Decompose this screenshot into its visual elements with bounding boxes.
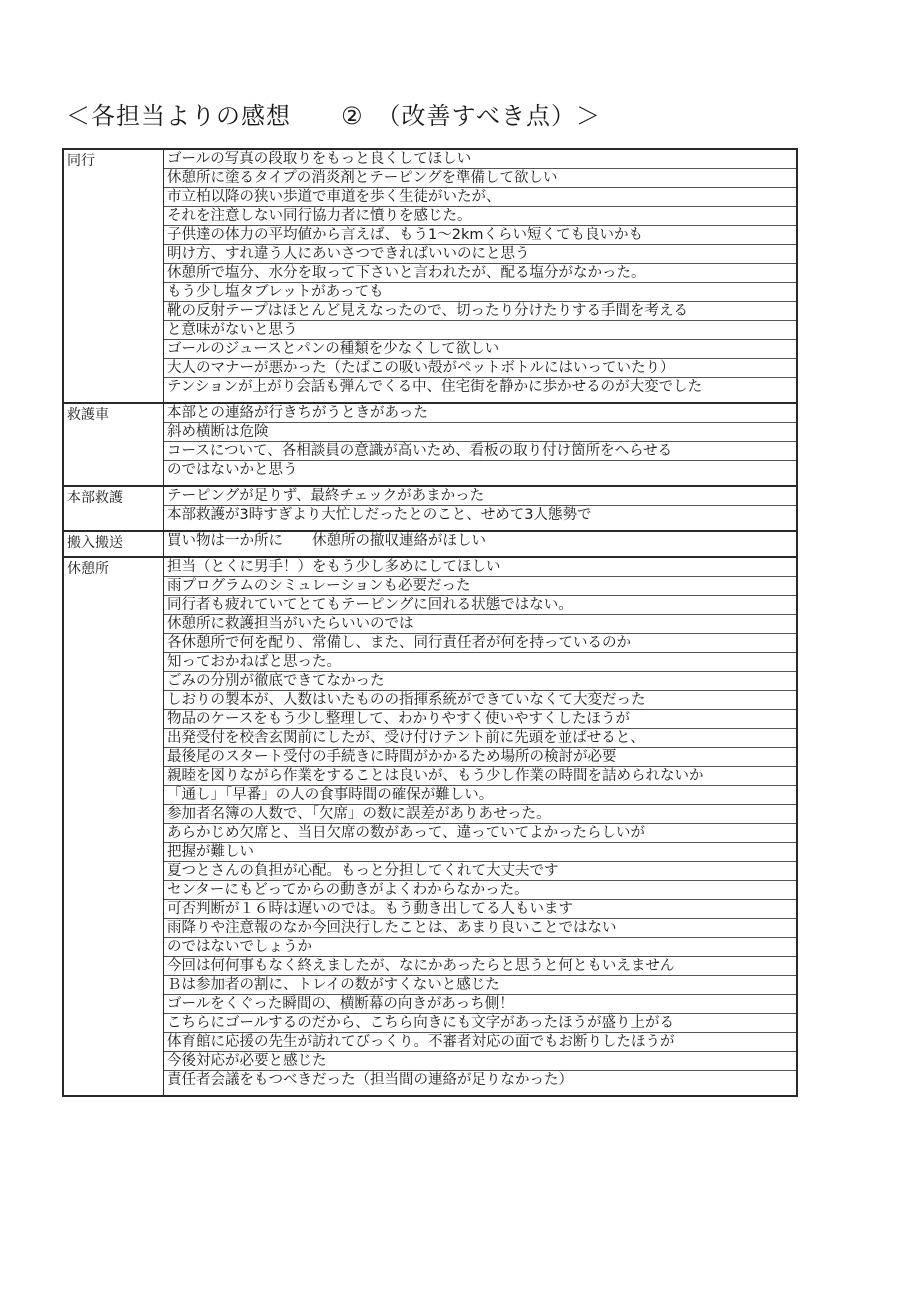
comment-line: ゴールの写真の段取りをもっと良くしてほしい <box>164 150 796 169</box>
comment-line: 責任者会議をもつべきだった（担当間の連絡が足りなかった） <box>167 1072 573 1088</box>
comment-line: 「通し」「早番」の人の食事時間の確保が難しい。 <box>164 786 796 805</box>
comment-line: もう少し塩タブレットがあっても <box>164 283 796 302</box>
section-category: 休憩所 <box>63 557 164 1096</box>
comment-line: 夏つとさんの負担が心配。もっと分担してくれて大丈夫です <box>164 862 796 881</box>
comment-line: 出発受付を校舎玄関前にしたが、受け付けテント前に先頭を並ばせると、 <box>164 729 796 748</box>
comment-line: 雨プログラムのシミュレーションも必要だった <box>164 577 796 596</box>
comment-line: 担当（とくに男手！）をもう少し多めにしてほしい <box>164 558 796 577</box>
section-items <box>164 403 798 486</box>
comment-line: 今後対応が必要と感じた <box>164 1052 796 1071</box>
comment-line: 休憩所に塗るタイプの消炎剤とテーピングを準備して欲しい <box>164 169 796 188</box>
comment-line: 本部との連絡が行きちがうときがあった <box>164 404 796 423</box>
comment-line: ごみの分別が徹底できてなかった <box>164 672 796 691</box>
comment-line: 各休憩所で何を配り、常備し、また、同行責任者が何を持っているのか <box>164 634 796 653</box>
comment-line: 買い物は一か所に 休憩所の撤収連絡がほしい <box>167 533 486 549</box>
comment-line: 休憩所で塩分、水分を取って下さいと言われたが、配る塩分がなかった。 <box>164 264 796 283</box>
section-row <box>63 149 797 403</box>
comment-line: 可否判断が１６時は遅いのでは。もう動き出してる人もいます <box>164 900 796 919</box>
comment-line: ゴールのジュースとパンの種類を少なくして欲しい <box>164 340 796 359</box>
comment-line: 同行者も疲れていてとてもテーピングに回れる状態ではない。 <box>164 596 796 615</box>
feedback-table <box>62 148 798 1097</box>
comment-line: 知っておかねばと思った。 <box>164 653 796 672</box>
comment-line: 最後尾のスタート受付の手続きに時間がかかるため場所の検討が必要 <box>164 748 796 767</box>
comment-line: 子供達の体力の平均値から言えば、もう1～2kmくらい短くても良いかも <box>164 226 796 245</box>
comment-line: 雨降りや注意報のなか今回決行したことは、あまり良いことではない <box>164 919 796 938</box>
section-items <box>164 149 798 403</box>
section-row <box>63 486 797 531</box>
comment-line: 休憩所に救護担当がいたらいいのでは <box>164 615 796 634</box>
comment-line: 参加者名簿の人数で、「欠席」の数に誤差がありあせった。 <box>164 805 796 824</box>
comment-line: ゴールをくぐった瞬間の、横断幕の向きがあっち側！ <box>164 995 796 1014</box>
comment-line: あらかじめ欠席と、当日欠席の数があって、違っていてよかったらしいが <box>164 824 796 843</box>
comment-line: 体育館に応援の先生が訪れてびっくり。不審者対応の面でもお断りしたほうが <box>164 1033 796 1052</box>
section-category: 救護車 <box>63 403 164 486</box>
section-row <box>63 403 797 486</box>
comment-line: センターにもどってからの動きがよくわからなかった。 <box>164 881 796 900</box>
comment-line: 斜め横断は危険 <box>164 423 796 442</box>
comment-line: しおりの製本が、人数はいたものの指揮系統ができていなくて大変だった <box>164 691 796 710</box>
comment-line: Ｂは参加者の割に、トレイの数がすくないと感じた <box>164 976 796 995</box>
comment-line: 把握が難しい <box>164 843 796 862</box>
section-category: 搬入搬送 <box>63 531 164 557</box>
section-category: 同行 <box>63 149 164 403</box>
section-items <box>164 557 798 1096</box>
section-row <box>63 531 797 557</box>
comment-line: こちらにゴールするのだから、こちら向きにも文字があったほうが盛り上がる <box>164 1014 796 1033</box>
section-items <box>164 531 798 557</box>
comment-line: のではないかと思う <box>167 462 298 478</box>
comment-line: 市立柏以降の狭い歩道で車道を歩く生徒がいたが、 <box>164 188 796 207</box>
section-items <box>164 486 798 531</box>
comment-line: それを注意しない同行協力者に憤りを感じた。 <box>164 207 796 226</box>
comment-line: テーピングが足りず、最終チェックがあまかった <box>164 487 796 506</box>
comment-line: 本部救護が3時すぎより大忙しだったとのこと、せめて3人態勢で <box>167 507 592 523</box>
comment-line: 今回は何何事もなく終えましたが、なにかあったらと思うと何ともいえません <box>164 957 796 976</box>
comment-line: 物品のケースをもう少し整理して、わかりやすく使いやすくしたほうが <box>164 710 796 729</box>
page-title: ＜各担当よりの感想 ② （改善すべき点）＞ <box>66 102 602 130</box>
comment-line: と意味がないと思う <box>164 321 796 340</box>
section-category: 本部救護 <box>63 486 164 531</box>
comment-line: のではないでしょうか <box>164 938 796 957</box>
comment-line: テンションが上がり会話も弾んでくる中、住宅街を静かに歩かせるのが大変でした <box>167 379 703 395</box>
comment-line: 靴の反射テープはほとんど見えなったので、切ったり分けたりする手間を考える <box>164 302 796 321</box>
comment-line: 大人のマナーが悪かった（たばこの吸い殻がペットボトルにはいっていたり） <box>164 359 796 378</box>
comment-line: コースについて、各相談員の意識が高いため、看板の取り付け箇所をへらせる <box>164 442 796 461</box>
comment-line: 明け方、すれ違う人にあいさつできればいいのにと思う <box>164 245 796 264</box>
section-row <box>63 557 797 1096</box>
comment-line: 親睦を図りながら作業をすることは良いが、もう少し作業の時間を詰められないか <box>164 767 796 786</box>
